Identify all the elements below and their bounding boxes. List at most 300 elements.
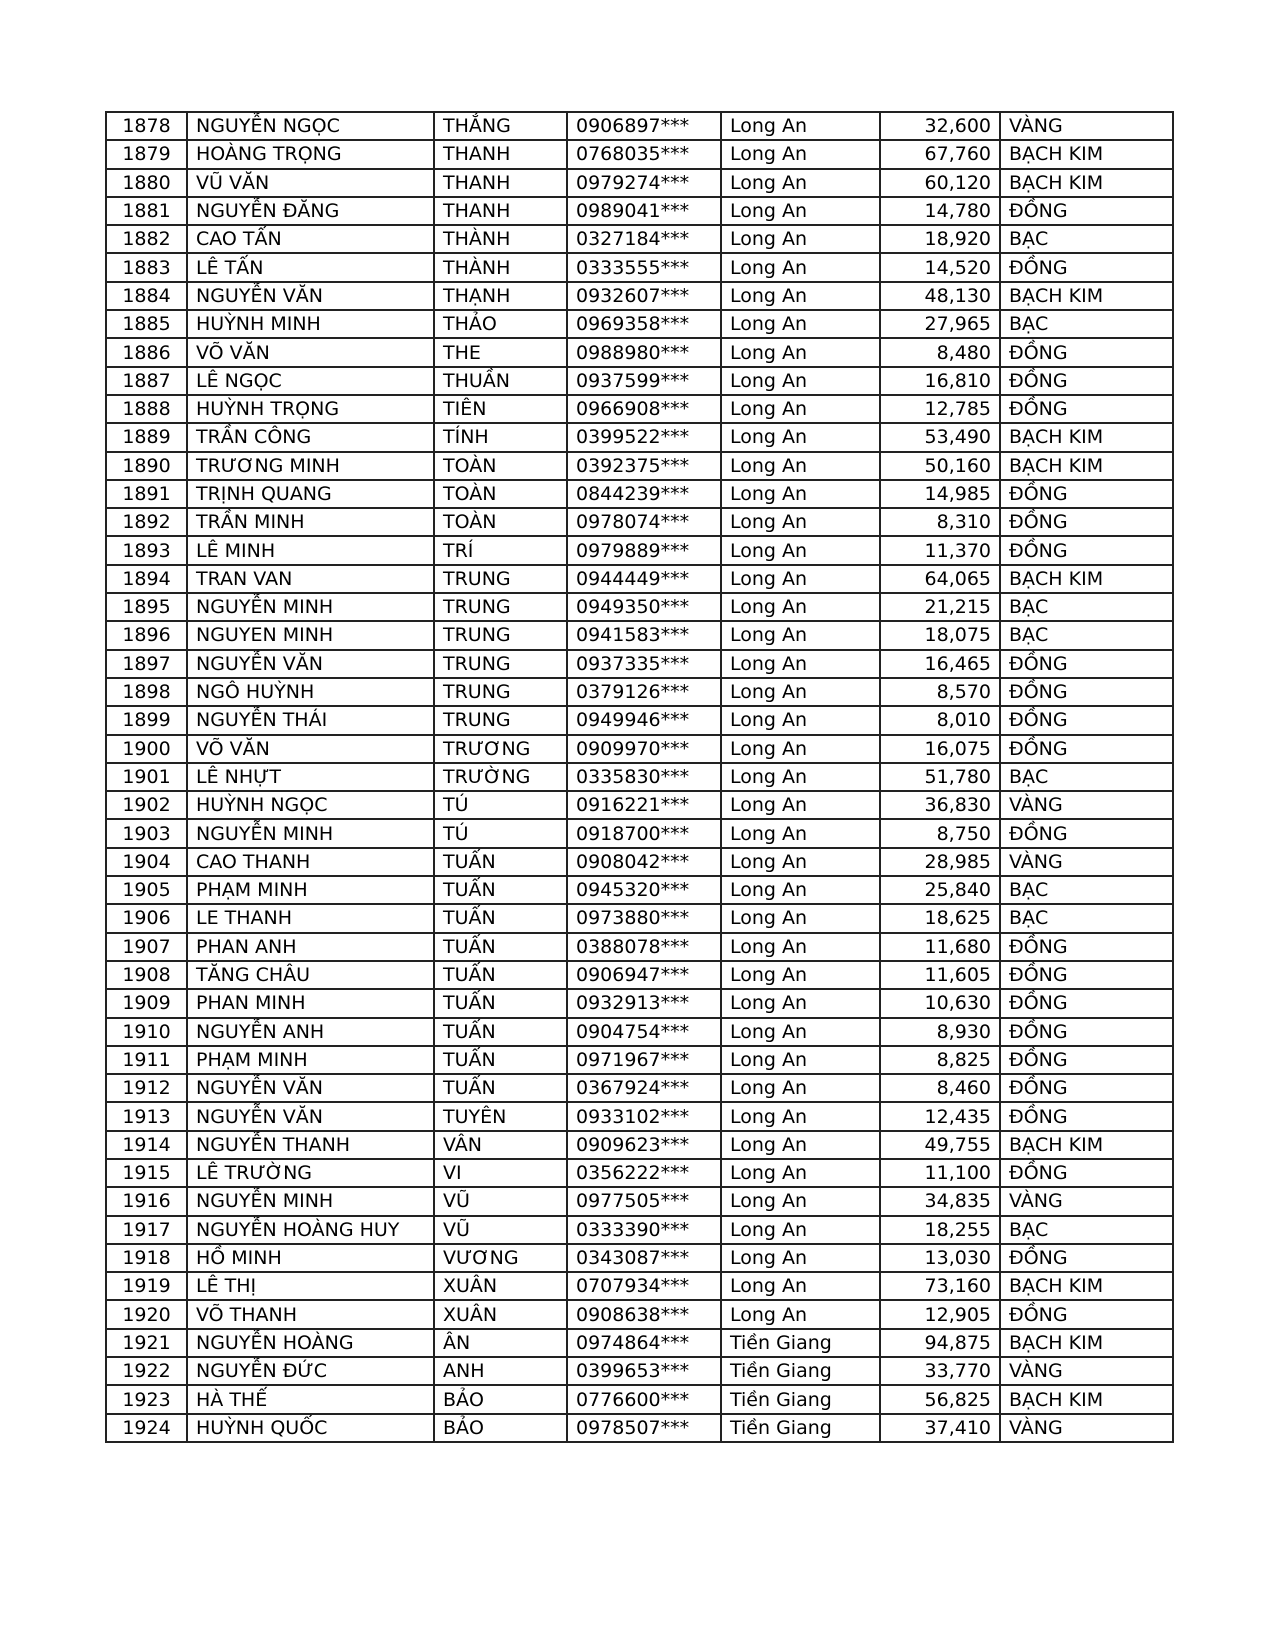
tier-cell: BẠCH KIM: [1000, 1329, 1173, 1357]
province-cell: Long An: [721, 650, 880, 678]
family-middle-name-cell: VÕ VĂN: [187, 338, 434, 366]
family-middle-name-cell: HỒ MINH: [187, 1244, 434, 1272]
province-cell: Long An: [721, 225, 880, 253]
tier-cell: ĐỒNG: [1000, 480, 1173, 508]
points-cell: 27,965: [880, 310, 1000, 338]
points-cell: 50,160: [880, 452, 1000, 480]
family-middle-name-cell: TRƯƠNG MINH: [187, 452, 434, 480]
family-middle-name-cell: HÀ THẾ: [187, 1385, 434, 1413]
points-cell: 8,010: [880, 706, 1000, 734]
row-number-cell: 1879: [106, 140, 187, 168]
tier-cell: VÀNG: [1000, 791, 1173, 819]
row-number-cell: 1921: [106, 1329, 187, 1357]
given-name-cell: TUẤN: [434, 1018, 567, 1046]
province-cell: Long An: [721, 876, 880, 904]
given-name-cell: TUẤN: [434, 1046, 567, 1074]
phone-number-cell: 0941583***: [567, 621, 721, 649]
family-middle-name-cell: LÊ THỊ: [187, 1272, 434, 1300]
tier-cell: ĐỒNG: [1000, 1046, 1173, 1074]
row-number-cell: 1888: [106, 395, 187, 423]
province-cell: Long An: [721, 480, 880, 508]
table-row: [106, 819, 1173, 847]
given-name-cell: TOÀN: [434, 452, 567, 480]
phone-number-cell: 0379126***: [567, 678, 721, 706]
family-middle-name-cell: NGUYỄN ANH: [187, 1018, 434, 1046]
phone-number-cell: 0944449***: [567, 565, 721, 593]
given-name-cell: THẢO: [434, 310, 567, 338]
province-cell: Long An: [721, 848, 880, 876]
tier-cell: ĐỒNG: [1000, 1244, 1173, 1272]
member-table-body: [106, 112, 1173, 1442]
table-row: [106, 310, 1173, 338]
given-name-cell: TIÊN: [434, 395, 567, 423]
province-cell: Long An: [721, 1046, 880, 1074]
points-cell: 67,760: [880, 140, 1000, 168]
table-row: [106, 536, 1173, 564]
tier-cell: ĐỒNG: [1000, 706, 1173, 734]
table-row: [106, 933, 1173, 961]
phone-number-cell: 0333390***: [567, 1216, 721, 1244]
family-middle-name-cell: PHAN MINH: [187, 989, 434, 1017]
family-middle-name-cell: NGUYỄN VĂN: [187, 650, 434, 678]
table-row: [106, 253, 1173, 281]
tier-cell: ĐỒNG: [1000, 508, 1173, 536]
family-middle-name-cell: PHẠM MINH: [187, 1046, 434, 1074]
family-middle-name-cell: VŨ VĂN: [187, 169, 434, 197]
phone-number-cell: 0932913***: [567, 989, 721, 1017]
points-cell: 21,215: [880, 593, 1000, 621]
province-cell: Long An: [721, 282, 880, 310]
given-name-cell: TRÍ: [434, 536, 567, 564]
province-cell: Tiền Giang: [721, 1357, 880, 1385]
province-cell: Tiền Giang: [721, 1385, 880, 1413]
tier-cell: VÀNG: [1000, 112, 1173, 140]
points-cell: 25,840: [880, 876, 1000, 904]
phone-number-cell: 0988980***: [567, 338, 721, 366]
row-number-cell: 1886: [106, 338, 187, 366]
points-cell: 12,785: [880, 395, 1000, 423]
table-row: [106, 1159, 1173, 1187]
province-cell: Long An: [721, 395, 880, 423]
province-cell: Long An: [721, 1300, 880, 1328]
family-middle-name-cell: HUỲNH NGỌC: [187, 791, 434, 819]
phone-number-cell: 0966908***: [567, 395, 721, 423]
row-number-cell: 1899: [106, 706, 187, 734]
phone-number-cell: 0973880***: [567, 904, 721, 932]
tier-cell: BẠC: [1000, 763, 1173, 791]
table-row: [106, 791, 1173, 819]
province-cell: Long An: [721, 819, 880, 847]
province-cell: Long An: [721, 735, 880, 763]
tier-cell: VÀNG: [1000, 1357, 1173, 1385]
table-row: [106, 735, 1173, 763]
table-row: [106, 508, 1173, 536]
family-middle-name-cell: NGUYỄN ĐỨC: [187, 1357, 434, 1385]
points-cell: 12,905: [880, 1300, 1000, 1328]
tier-cell: ĐỒNG: [1000, 395, 1173, 423]
points-cell: 11,605: [880, 961, 1000, 989]
province-cell: Long An: [721, 367, 880, 395]
points-cell: 56,825: [880, 1385, 1000, 1413]
row-number-cell: 1897: [106, 650, 187, 678]
given-name-cell: TUẤN: [434, 904, 567, 932]
given-name-cell: TUẤN: [434, 933, 567, 961]
tier-cell: BẠC: [1000, 621, 1173, 649]
phone-number-cell: 0969358***: [567, 310, 721, 338]
phone-number-cell: 0949946***: [567, 706, 721, 734]
tier-cell: BẠCH KIM: [1000, 452, 1173, 480]
tier-cell: BẠCH KIM: [1000, 423, 1173, 451]
given-name-cell: TRUNG: [434, 621, 567, 649]
given-name-cell: TRƯƠNG: [434, 735, 567, 763]
row-number-cell: 1914: [106, 1131, 187, 1159]
province-cell: Long An: [721, 791, 880, 819]
province-cell: Long An: [721, 621, 880, 649]
points-cell: 14,780: [880, 197, 1000, 225]
province-cell: Long An: [721, 338, 880, 366]
phone-number-cell: 0916221***: [567, 791, 721, 819]
phone-number-cell: 0978074***: [567, 508, 721, 536]
family-middle-name-cell: NGUYỄN THÁI: [187, 706, 434, 734]
family-middle-name-cell: TĂNG CHÂU: [187, 961, 434, 989]
phone-number-cell: 0707934***: [567, 1272, 721, 1300]
phone-number-cell: 0979889***: [567, 536, 721, 564]
phone-number-cell: 0918700***: [567, 819, 721, 847]
province-cell: Long An: [721, 452, 880, 480]
given-name-cell: TUẤN: [434, 989, 567, 1017]
tier-cell: BẠC: [1000, 904, 1173, 932]
points-cell: 48,130: [880, 282, 1000, 310]
family-middle-name-cell: VÕ VĂN: [187, 735, 434, 763]
points-cell: 14,520: [880, 253, 1000, 281]
province-cell: Long An: [721, 1244, 880, 1272]
table-row: [106, 282, 1173, 310]
table-row: [106, 112, 1173, 140]
family-middle-name-cell: LÊ MINH: [187, 536, 434, 564]
points-cell: 8,310: [880, 508, 1000, 536]
family-middle-name-cell: LÊ NGỌC: [187, 367, 434, 395]
tier-cell: ĐỒNG: [1000, 1102, 1173, 1130]
tier-cell: ĐỒNG: [1000, 735, 1173, 763]
province-cell: Long An: [721, 1187, 880, 1215]
row-number-cell: 1917: [106, 1216, 187, 1244]
row-number-cell: 1908: [106, 961, 187, 989]
row-number-cell: 1912: [106, 1074, 187, 1102]
family-middle-name-cell: NGUYỄN NGỌC: [187, 112, 434, 140]
given-name-cell: TUẤN: [434, 961, 567, 989]
given-name-cell: THUẦN: [434, 367, 567, 395]
phone-number-cell: 0971967***: [567, 1046, 721, 1074]
row-number-cell: 1920: [106, 1300, 187, 1328]
row-number-cell: 1919: [106, 1272, 187, 1300]
points-cell: 32,600: [880, 112, 1000, 140]
tier-cell: BẠCH KIM: [1000, 565, 1173, 593]
row-number-cell: 1902: [106, 791, 187, 819]
table-row: [106, 480, 1173, 508]
phone-number-cell: 0906897***: [567, 112, 721, 140]
family-middle-name-cell: CAO TẤN: [187, 225, 434, 253]
row-number-cell: 1922: [106, 1357, 187, 1385]
given-name-cell: VŨ: [434, 1187, 567, 1215]
given-name-cell: TRUNG: [434, 593, 567, 621]
table-row: [106, 169, 1173, 197]
family-middle-name-cell: LE THANH: [187, 904, 434, 932]
phone-number-cell: 0909623***: [567, 1131, 721, 1159]
province-cell: Long An: [721, 197, 880, 225]
phone-number-cell: 0768035***: [567, 140, 721, 168]
phone-number-cell: 0343087***: [567, 1244, 721, 1272]
tier-cell: BẠC: [1000, 593, 1173, 621]
row-number-cell: 1911: [106, 1046, 187, 1074]
points-cell: 8,750: [880, 819, 1000, 847]
phone-number-cell: 0327184***: [567, 225, 721, 253]
province-cell: Long An: [721, 706, 880, 734]
given-name-cell: TOÀN: [434, 480, 567, 508]
table-row: [106, 338, 1173, 366]
family-middle-name-cell: TRẦN CÔNG: [187, 423, 434, 451]
table-row: [106, 1187, 1173, 1215]
row-number-cell: 1893: [106, 536, 187, 564]
given-name-cell: TÚ: [434, 819, 567, 847]
province-cell: Long An: [721, 1216, 880, 1244]
table-row: [106, 197, 1173, 225]
tier-cell: ĐỒNG: [1000, 253, 1173, 281]
province-cell: Long An: [721, 1131, 880, 1159]
row-number-cell: 1882: [106, 225, 187, 253]
row-number-cell: 1878: [106, 112, 187, 140]
row-number-cell: 1883: [106, 253, 187, 281]
points-cell: 18,920: [880, 225, 1000, 253]
row-number-cell: 1913: [106, 1102, 187, 1130]
table-row: [106, 989, 1173, 1017]
given-name-cell: TUYÊN: [434, 1102, 567, 1130]
phone-number-cell: 0367924***: [567, 1074, 721, 1102]
table-row: [106, 1216, 1173, 1244]
table-row: [106, 1357, 1173, 1385]
province-cell: Long An: [721, 253, 880, 281]
phone-number-cell: 0908638***: [567, 1300, 721, 1328]
province-cell: Long An: [721, 169, 880, 197]
row-number-cell: 1918: [106, 1244, 187, 1272]
province-cell: Long An: [721, 763, 880, 791]
tier-cell: BẠCH KIM: [1000, 1272, 1173, 1300]
row-number-cell: 1884: [106, 282, 187, 310]
tier-cell: ĐỒNG: [1000, 933, 1173, 961]
points-cell: 8,825: [880, 1046, 1000, 1074]
family-middle-name-cell: NGUYỄN HOÀNG: [187, 1329, 434, 1357]
row-number-cell: 1909: [106, 989, 187, 1017]
table-row: [106, 1244, 1173, 1272]
province-cell: Long An: [721, 593, 880, 621]
tier-cell: ĐỒNG: [1000, 367, 1173, 395]
table-row: [106, 706, 1173, 734]
table-row: [106, 367, 1173, 395]
table-row: [106, 1272, 1173, 1300]
province-cell: Long An: [721, 565, 880, 593]
given-name-cell: TRUNG: [434, 565, 567, 593]
tier-cell: BẠC: [1000, 876, 1173, 904]
tier-cell: BẠCH KIM: [1000, 282, 1173, 310]
table-row: [106, 593, 1173, 621]
given-name-cell: THANH: [434, 197, 567, 225]
row-number-cell: 1916: [106, 1187, 187, 1215]
points-cell: 16,075: [880, 735, 1000, 763]
points-cell: 64,065: [880, 565, 1000, 593]
row-number-cell: 1896: [106, 621, 187, 649]
phone-number-cell: 0977505***: [567, 1187, 721, 1215]
family-middle-name-cell: PHAN ANH: [187, 933, 434, 961]
family-middle-name-cell: HUỲNH TRỌNG: [187, 395, 434, 423]
tier-cell: ĐỒNG: [1000, 536, 1173, 564]
given-name-cell: TUẤN: [434, 848, 567, 876]
points-cell: 16,810: [880, 367, 1000, 395]
tier-cell: ĐỒNG: [1000, 961, 1173, 989]
row-number-cell: 1898: [106, 678, 187, 706]
province-cell: Long An: [721, 933, 880, 961]
row-number-cell: 1910: [106, 1018, 187, 1046]
table-row: [106, 904, 1173, 932]
province-cell: Long An: [721, 508, 880, 536]
given-name-cell: TUẤN: [434, 876, 567, 904]
given-name-cell: THÀNH: [434, 225, 567, 253]
table-row: [106, 1414, 1173, 1442]
points-cell: 18,255: [880, 1216, 1000, 1244]
row-number-cell: 1890: [106, 452, 187, 480]
points-cell: 13,030: [880, 1244, 1000, 1272]
points-cell: 16,465: [880, 650, 1000, 678]
given-name-cell: VI: [434, 1159, 567, 1187]
family-middle-name-cell: NGUYỄN MINH: [187, 593, 434, 621]
row-number-cell: 1904: [106, 848, 187, 876]
tier-cell: ĐỒNG: [1000, 197, 1173, 225]
table-row: [106, 1385, 1173, 1413]
row-number-cell: 1887: [106, 367, 187, 395]
phone-number-cell: 0978507***: [567, 1414, 721, 1442]
given-name-cell: TUẤN: [434, 1074, 567, 1102]
province-cell: Long An: [721, 961, 880, 989]
row-number-cell: 1885: [106, 310, 187, 338]
province-cell: Long An: [721, 1102, 880, 1130]
tier-cell: ĐỒNG: [1000, 1300, 1173, 1328]
family-middle-name-cell: TRAN VAN: [187, 565, 434, 593]
phone-number-cell: 0906947***: [567, 961, 721, 989]
province-cell: Long An: [721, 1272, 880, 1300]
given-name-cell: TRUNG: [434, 706, 567, 734]
family-middle-name-cell: NGÔ HUỲNH: [187, 678, 434, 706]
province-cell: Long An: [721, 423, 880, 451]
tier-cell: BẠCH KIM: [1000, 1131, 1173, 1159]
row-number-cell: 1905: [106, 876, 187, 904]
province-cell: Long An: [721, 989, 880, 1017]
table-row: [106, 848, 1173, 876]
table-row: [106, 452, 1173, 480]
family-middle-name-cell: TRỊNH QUANG: [187, 480, 434, 508]
row-number-cell: 1894: [106, 565, 187, 593]
table-row: [106, 225, 1173, 253]
row-number-cell: 1901: [106, 763, 187, 791]
province-cell: Tiền Giang: [721, 1414, 880, 1442]
row-number-cell: 1895: [106, 593, 187, 621]
points-cell: 34,835: [880, 1187, 1000, 1215]
tier-cell: BẠCH KIM: [1000, 140, 1173, 168]
points-cell: 18,075: [880, 621, 1000, 649]
family-middle-name-cell: NGUYỄN MINH: [187, 1187, 434, 1215]
tier-cell: ĐỒNG: [1000, 338, 1173, 366]
table-row: [106, 1074, 1173, 1102]
family-middle-name-cell: NGUYỄN ĐĂNG: [187, 197, 434, 225]
points-cell: 8,480: [880, 338, 1000, 366]
given-name-cell: XUÂN: [434, 1300, 567, 1328]
points-cell: 11,100: [880, 1159, 1000, 1187]
phone-number-cell: 0932607***: [567, 282, 721, 310]
points-cell: 49,755: [880, 1131, 1000, 1159]
table-row: [106, 876, 1173, 904]
province-cell: Tiền Giang: [721, 1329, 880, 1357]
family-middle-name-cell: NGUYỄN VĂN: [187, 282, 434, 310]
tier-cell: ĐỒNG: [1000, 1018, 1173, 1046]
row-number-cell: 1915: [106, 1159, 187, 1187]
phone-number-cell: 0974864***: [567, 1329, 721, 1357]
row-number-cell: 1889: [106, 423, 187, 451]
given-name-cell: ANH: [434, 1357, 567, 1385]
table-row: [106, 395, 1173, 423]
given-name-cell: VÂN: [434, 1131, 567, 1159]
family-middle-name-cell: TRẦN MINH: [187, 508, 434, 536]
phone-number-cell: 0335830***: [567, 763, 721, 791]
tier-cell: VÀNG: [1000, 848, 1173, 876]
tier-cell: VÀNG: [1000, 1414, 1173, 1442]
row-number-cell: 1891: [106, 480, 187, 508]
phone-number-cell: 0945320***: [567, 876, 721, 904]
tier-cell: ĐỒNG: [1000, 1159, 1173, 1187]
family-middle-name-cell: LÊ TẤN: [187, 253, 434, 281]
province-cell: Long An: [721, 678, 880, 706]
phone-number-cell: 0979274***: [567, 169, 721, 197]
tier-cell: ĐỒNG: [1000, 1074, 1173, 1102]
province-cell: Long An: [721, 1159, 880, 1187]
table-row: [106, 1300, 1173, 1328]
row-number-cell: 1923: [106, 1385, 187, 1413]
family-middle-name-cell: VÕ THANH: [187, 1300, 434, 1328]
given-name-cell: TÚ: [434, 791, 567, 819]
given-name-cell: THẮNG: [434, 112, 567, 140]
tier-cell: BẠCH KIM: [1000, 169, 1173, 197]
province-cell: Long An: [721, 1074, 880, 1102]
points-cell: 10,630: [880, 989, 1000, 1017]
row-number-cell: 1906: [106, 904, 187, 932]
phone-number-cell: 0844239***: [567, 480, 721, 508]
points-cell: 94,875: [880, 1329, 1000, 1357]
member-table: [105, 111, 1174, 1443]
province-cell: Long An: [721, 112, 880, 140]
given-name-cell: ÂN: [434, 1329, 567, 1357]
given-name-cell: TÍNH: [434, 423, 567, 451]
tier-cell: ĐỒNG: [1000, 678, 1173, 706]
points-cell: 11,370: [880, 536, 1000, 564]
points-cell: 33,770: [880, 1357, 1000, 1385]
phone-number-cell: 0937599***: [567, 367, 721, 395]
given-name-cell: VŨ: [434, 1216, 567, 1244]
table-row: [106, 1131, 1173, 1159]
points-cell: 18,625: [880, 904, 1000, 932]
points-cell: 37,410: [880, 1414, 1000, 1442]
table-row: [106, 678, 1173, 706]
points-cell: 12,435: [880, 1102, 1000, 1130]
tier-cell: BẠC: [1000, 1216, 1173, 1244]
family-middle-name-cell: NGUYEN MINH: [187, 621, 434, 649]
province-cell: Long An: [721, 1018, 880, 1046]
family-middle-name-cell: PHẠM MINH: [187, 876, 434, 904]
